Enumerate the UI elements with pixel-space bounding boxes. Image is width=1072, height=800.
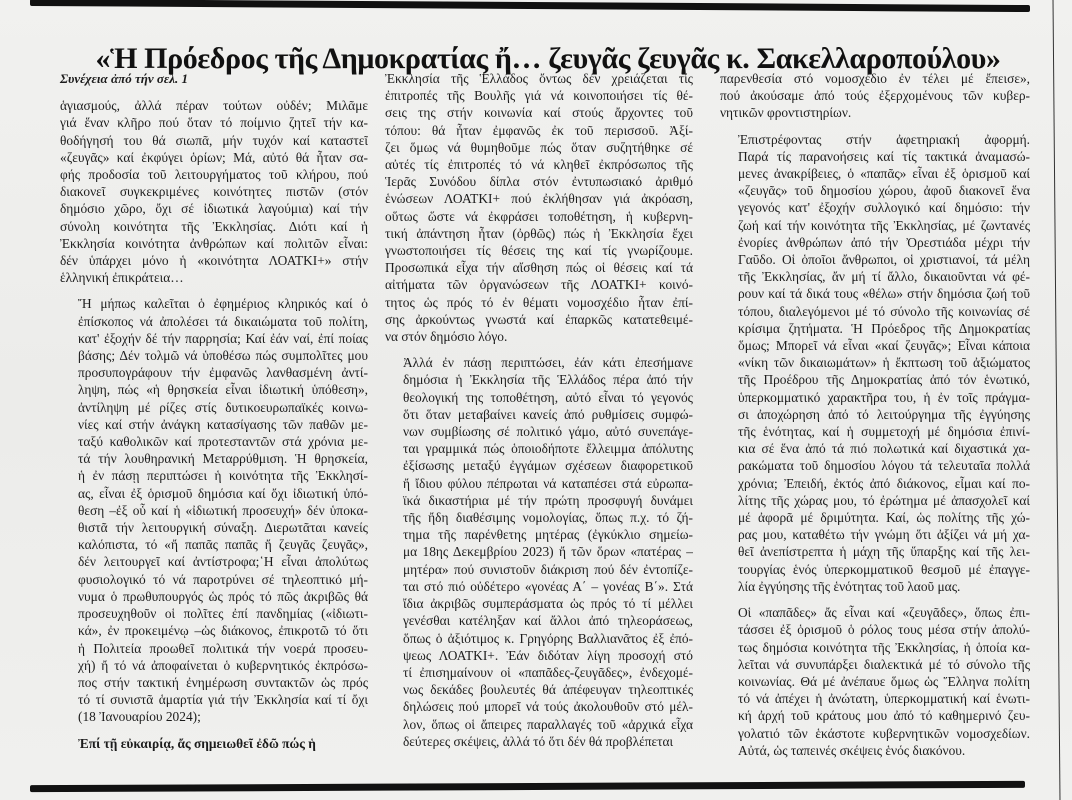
text-line: λον, ὅπως οἱ ἄπειρες παραλλαγές τοῦ «ἀρχικά εἶχα xyxy=(403,716,693,732)
paragraph xyxy=(385,70,693,345)
continued-from-note: Συνέχεια ἀπό τήν σελ. 1 xyxy=(60,71,189,86)
text-line: δεύτερες σκέψεις, ἀλλά τό ὅτι δέν θά προβλέπεται xyxy=(403,733,674,749)
text-line: δηλώσεις πού μπορεῖ νά τούς ἀκολουθοῦν στό μέλ- xyxy=(403,699,693,715)
text-line: γεγονός κατ' ἐξοχήν συλλογικό καί δημόσιο: τήν xyxy=(738,200,1030,216)
text-line: ἑνώσεων ΛΟΑΤΚΙ+ πού ἐκλήθησαν γιά ἀκρόαση, xyxy=(385,191,693,207)
text-line: βάσης; Δέν τολμῶ νά ὑποθέσω πώς συμπολῖτες μου xyxy=(78,348,368,364)
text-line: νητικῶν φροντιστηρίων. xyxy=(720,105,852,121)
text-line: κοινωνίας. Θά μέ ἀνέπαυε ὅμως ὡς Ἕλληνα πολίτη xyxy=(738,673,1030,689)
text-line: τῆς Προέδρου τῆς Δημοκρατίας ἀπό τόν ἑνωτικό, xyxy=(738,372,1030,388)
text-line: ρουν καί τά δικά τους «θέλω» στήν δημόσια ζωή τοῦ xyxy=(738,286,1030,302)
text-line: καλόπιστα, τό «ἤ παπᾶς παπᾶς ἤ ζευγᾶς ζευγᾶς», xyxy=(78,537,368,553)
text-line: Γαῦδο. Οἱ ὁποῖοι ἄνθρωποι, οἱ χριστιανοί, τά μέλη xyxy=(738,252,1030,268)
text-line: τόπου: θά ἦταν ἐμφανῶς ἐκ τοῦ περισσοῦ. Ἀξί- xyxy=(385,122,693,138)
text-line: προσυπογράφουν τήν ἐμφανῶς λανθασμένη ἀντί- xyxy=(78,365,368,381)
paragraph xyxy=(720,604,1030,759)
text-line: κά», ἐν προκειμένῳ –ὡς διάκονος, ἐπικροτῶ τό ὅτι xyxy=(78,623,368,639)
text-line: τά τήν λουθηρανική Μεταρρύθμιση. Ἡ θρησκεία, xyxy=(78,451,368,467)
text-line: ἐξίσωσης μεταξύ ἐγγάμων σχέσεων διαφορετικοῦ xyxy=(403,458,693,474)
column-body xyxy=(720,70,1030,759)
text-line: σης ἀρκούντως γνωστά καί ἐπαρκῶς κατατεθειμέ- xyxy=(385,311,693,327)
text-line: μενες ἀνακρίβειες, ὁ «παπᾶς» εἶναι ἐξ ὁρισμοῦ καί xyxy=(738,166,1030,182)
text-line: τημα τῆς παρένθετης μητέρας (ἐγκύκλιο σημείω- xyxy=(403,527,693,543)
text-line: ζει ὅμως νά θυμηθοῦμε πώς ὅταν συζητήθηκε σέ xyxy=(385,139,693,155)
text-line: ζωή καί τήν κοινότητα τῆς Ἐκκλησίας, μέ ζωντανές xyxy=(738,217,1030,233)
text-line: ἐνορίες ἀνθρώπων ἀπό τήν Ὀρεστιάδα μέχρι τήν xyxy=(738,234,1030,250)
page-edge-line xyxy=(1053,0,1061,800)
text-line: να στόν δημόσιο λόγο. xyxy=(385,329,508,345)
text-line: Προσωπικά εἶχα τήν αἴσθηση πώς οἱ θέσεις καί τά xyxy=(385,260,693,276)
text-line: νυμα ὁ πρωθυπουργός ὡς πρός τό πῶς ἀκριβῶς θά xyxy=(78,588,368,604)
text-line: αἰτήματα τῶν ὀργανώσεων τῆς ΛΟΑΤΚΙ+ κοινό- xyxy=(385,277,693,293)
text-line: Ἐπί τῇ εὐκαιρίᾳ, ἄς σημειωθεῖ ἐδῶ πώς ἡ xyxy=(78,735,316,751)
text-line: λία ἐγγύησης τῆς ἑνότητας τοῦ λαοῦ μας. xyxy=(738,578,961,594)
text-line: θοδήγησή του θά σιωπᾶ, μήν τυχόν καί καταστεῖ xyxy=(60,132,368,148)
text-line: ἑλληνική ἐπικράτεια… xyxy=(60,270,184,286)
text-line: ἐπιτροπές τῆς Βουλῆς γιά νά κοινοποιήσει τίς θέ- xyxy=(385,88,693,104)
text-line: θεολογική της τοποθέτηση, αὐτό εἶναι τό γεγονός xyxy=(403,389,693,405)
text-line: ὅμως; Μπορεῖ νά εἶναι «καί ζευγᾶς»; Εἶναι κάποια xyxy=(738,338,1030,354)
article-headline: «Ἡ Πρόεδρος τῆς Δημοκρατίας ἤ… ζευγᾶς ζευγᾶς κ. Σακελλαροπούλου» xyxy=(95,42,1001,76)
text-line: κή ἀρχή τοῦ κράτους μου ἀπό τό καθημερινό ζευ- xyxy=(738,708,1030,724)
paragraph xyxy=(60,295,368,725)
column-body xyxy=(385,70,693,750)
text-line: πος στήν τακτική ἐνημέρωση συντακτῶν ὡς πρός xyxy=(78,674,368,690)
article-column-3 xyxy=(720,70,1030,768)
text-line: δέν λειτουργεῖ καί ἀντίστροφα;῾Η εἶναι ἀπολύτως xyxy=(78,554,368,570)
text-line: ὑπερκομματικό χαρακτῆρα του, ἡ ἐν τοῖς πράγμα- xyxy=(738,389,1030,405)
text-line: τό τί συνιστᾶ ἁμαρτία γιά τήν Ἐκκλησία καί τί ὄχι xyxy=(78,692,368,708)
text-line: ἡ Πολιτεία προωθεῖ πολιτικά τήν νοερά προσευ- xyxy=(78,640,368,656)
text-line: γιά ἕναν κλῆρο πού ὅταν τό ποίμνιο ζητεῖ τήν κα- xyxy=(60,115,368,131)
text-line: Παρά τίς παρανοήσεις καί τίς τακτικά ἀναμασώ- xyxy=(738,148,1030,164)
text-line: τική ἀπάντηση ἦταν (ὀρθῶς) πώς ἡ Ἐκκλησία ἔχει xyxy=(385,225,693,241)
text-line: ρας μου, καταθέτω τήν γνώμη ὅτι ἀξίζει νά μή χα- xyxy=(738,527,1030,543)
text-line: νων συμβίωσης σέ πολιτικό γάμο, αὐτό συνεπάγε- xyxy=(403,424,693,440)
paragraph xyxy=(60,97,368,286)
text-line: ὅπως ὁ ἀξιότιμος κ. Γρηγόρης Βαλλιανᾶτος ἐξ ἐπό- xyxy=(403,630,693,646)
text-line: φυσιολογικό τό νά παροτρύνει σέ τηλεοπτικό μή- xyxy=(78,571,368,587)
text-line: «ζευγᾶς» καί ἐκφύγει ὁρίων; Μά, αὐτό θά ἦταν σα- xyxy=(60,149,368,165)
text-line: δημόσιο χῶρο, ὄχι σέ ἰδιωτικά λαγούμια) καί τήν xyxy=(60,201,368,217)
text-line: αὐτές τίς ἐπιτροπές τό νά κληθεῖ ἐκπρόσωπος τῆς xyxy=(385,157,693,173)
article-column-1 xyxy=(60,70,368,761)
text-line: τως δημόσια κοινότητα τῆς Ἐκκλησίας, ἡ ὁποία κα- xyxy=(738,639,1030,655)
text-line: νως δεκάδες βουλευτές θά ἀπέφευγαν τηλεοπτικές xyxy=(403,682,693,698)
text-line: Αὐτά, ὡς ταπεινές σκέψεις ἑνός διακόνου. xyxy=(738,742,966,758)
text-line: κρίσιμα ζητήματα. Ἡ Πρόεδρος τῆς Δημοκρατίας xyxy=(738,320,1030,336)
paragraph xyxy=(720,131,1030,595)
text-line: «νίκη τῶν δικαιωμάτων» ἡ ἔκπτωση τοῦ ἀξιώματος xyxy=(738,355,1030,371)
text-line: ἀντίληψη μέ ρίζες στίς δυτικοευρωπαϊκές κοινω- xyxy=(78,399,368,415)
text-line: Ἀλλά ἐν πάσῃ περιπτώσει, ἐάν κάτι ἐπεσήμανε xyxy=(403,355,693,371)
column-body xyxy=(60,97,368,752)
text-line: Ἐκκλησία κοινότητα ἀνθρώπων καί πολιτῶν εἶναι: xyxy=(60,235,368,251)
text-line: μέ ἀφορᾶ μέ δριμύτητα. Καί, ὡς πολίτης τῆς χώ- xyxy=(738,510,1030,526)
text-line: οὕτως ὥστε νά ἐκφράσει τοποθέτηση, ἡ κυβερνη- xyxy=(385,208,693,224)
text-line: τί ἐπισημαίνουν οἱ «παπᾶδες-ζευγᾶδες», ἐνδεχομέ- xyxy=(403,664,693,680)
text-line: τόπου, διαλεγόμενοι μέ τό σύνολο τῆς κοινωνίας σέ xyxy=(738,303,1030,319)
text-line: λεῖται νά συνυπάρξει διαλεκτικά μέ τό σύνολο τῆς xyxy=(738,656,1030,672)
text-line: θεση –ἐξ οὗ καί ἡ «ἰδιωτική προσευχή» δέν ὑποκα- xyxy=(78,502,368,518)
text-line: ἴδια ἀκριβῶς συμπεράσματα ὡς πρός τό τί μέλλει xyxy=(403,596,693,612)
text-line: ἁγιασμούς, ἀλλά πέραν τούτων οὐδέν; Μιλᾶμε xyxy=(60,98,368,114)
text-line: ἡ ἐν πάσῃ περιπτώσει ἡ κοινότητα τῆς Ἐκκλησί- xyxy=(78,468,368,484)
text-line: «ζευγᾶς» τοῦ δημοσίου χώρου, ἀφοῦ διακονεῖ ἕνα xyxy=(738,183,1030,199)
text-line: ταξύ καθολικῶν καί προτεσταντῶν στά χρόνια με- xyxy=(78,434,368,450)
text-line: κια σέ ἕνα ἀπό τά πιό πολωτικά καί διχαστικά χα- xyxy=(738,441,1030,457)
text-line: ἤ ἴδιου φύλου πέπρωται νά καταπέσει στά εὐρωπα- xyxy=(403,475,693,491)
text-line: σι ἀποχώρηση ἀπό τό λειτούργημα τῆς ἐγγύησης xyxy=(738,406,1030,422)
text-line: ὅτι ὅταν μεταβαίνει κανείς ἀπό ρυθμίσεις συμφώ- xyxy=(403,406,693,422)
text-line: λίτης τῆς χώρας μου, τό ἐρώτημα μέ ἀπασχολεῖ καί xyxy=(738,492,1030,508)
text-line: τητος ὡς πρός τό ἐν θέματι νομοσχέδιο ἦταν ἐπί- xyxy=(385,294,693,310)
text-line: Ἐκκλησία τῆς Ἑλλάδος ὄντως δέν χρειάζεται τίς xyxy=(385,71,693,86)
text-line: χή) ἤ τό νά ἀποφαίνεται ὁ κυβερνητικός ἐκπρόσω- xyxy=(78,657,368,673)
text-line: ται στό πιό οὐδέτερο «γονέας Α΄ – γονέας Β΄». Στά xyxy=(403,578,693,594)
text-line: τῆς ἤδη διαθέσιμης νομολογίας, ὅπως π.χ. τό ζή- xyxy=(403,510,693,526)
text-line: διακονεῖ συγκεκριμένες κοινότητες πιστῶν (στόν xyxy=(60,184,368,200)
text-line: σεις της στήν κοινωνία καί στούς ἄρχοντες τοῦ xyxy=(385,105,693,121)
text-line: (18 Ἰανουαρίου 2024); xyxy=(78,709,201,725)
text-line: ψεως ΛΟΑΤΚΙ+. Ἐάν διδόταν λίγη προσοχή στό xyxy=(403,647,693,663)
text-line: θιστᾶ τήν λειτουργική σύναξη. Διερωτᾶται κανείς xyxy=(78,520,368,536)
text-line: φής προδοσία τοῦ λειτουργήματος τοῦ κλήρου, πού xyxy=(60,167,368,183)
text-line: Οἱ «παπᾶδες» ἄς εἶναι καί «ζευγᾶδες», ὅπως ἐπι- xyxy=(738,605,1030,621)
text-line: ληψη, πώς «ἡ θρησκεία εἶναι ἰδιωτική ὑπόθεση», xyxy=(78,382,368,398)
text-line: μα 18ης Δεκεμβρίου 2023) ἤ τῶν ὅρων «πατέρας – xyxy=(403,544,693,560)
text-line: τῆς ἑνότητας, καί ἡ συμμετοχή μέ δημόσια ἐπινί- xyxy=(738,424,1030,440)
text-line: Ἱερᾶς Συνόδου δίπλα στόν ἐντυπωσιακό ἀριθμό xyxy=(385,174,693,190)
text-line: τό νά ἀπέχει ἡ ἀνώτατη, ὑπερκομματική καί ἑνωτι- xyxy=(738,691,1030,707)
bottom-rule-divider xyxy=(30,781,1025,792)
text-line: τάσσει ἐξ ὁρισμοῦ ὁ ρόλος τους μέσα στήν ἀπολύ- xyxy=(738,622,1030,638)
paragraph xyxy=(720,70,1030,122)
text-line: προσευχηθοῦν οἱ πολῖτες ἐπί πανδημίας («ἰδιωτι- xyxy=(78,606,368,622)
article-column-2 xyxy=(385,70,693,759)
text-line: μητέρα» πού συνιστοῦν διάκριση πού δέν ἐντοπίζε- xyxy=(403,561,693,577)
text-line: νίες καί στήν ἀνάγκη κατασίγασης τῶν παθῶν με- xyxy=(78,416,368,432)
text-line: ται γραμμικά πώς ὁποιοδήποτε ἔλλειμμα ἀπόλυτης xyxy=(403,441,693,457)
text-line: παρενθεσία στό νομοσχέδιο ἐν τέλει μέ ἔπεισε», xyxy=(720,71,1030,86)
text-line: δέν ὑπάρχει μόνο ἡ «κοινότητα ΛΟΑΤΚΙ+» στήν xyxy=(60,253,368,269)
text-line: πού ἀκούσαμε ἀπό τούς ἐξερχομένους τῶν κυβερ- xyxy=(720,88,1030,104)
text-line: ἐπίσκοπος νά ἀπολέσει τά δικαιώματα τοῦ πολίτη, xyxy=(78,313,368,329)
text-line: γολατιό τῶν ἑκάστοτε κυβερνητικῶν νομοσχεδίων. xyxy=(738,725,1030,741)
text-line: ρακώματα τοῦ δημοσίου λόγου τά τελευταῖα πολλά xyxy=(738,458,1030,474)
text-line: κατ' ἐξοχήν δέ τήν παρρησία; Καί ἐάν ναί, ἐπί ποίας xyxy=(78,330,368,346)
text-line: δημόσια ἡ Ἐκκλησία τῆς Ἑλλάδος πέρα ἀπό τήν xyxy=(403,372,693,388)
text-line: Ἤ μήπως καλεῖται ὁ ἐφημέριος κληρικός καί ὁ xyxy=(78,296,368,312)
text-line: γενέσθαι κατέληξαν καί ἄλλοι ἀπό τηλεοράσεως, xyxy=(403,613,693,629)
text-line: χρόνια; Ἐπειδή, ἐκτός ἀπό διάκονος, εἶμαι καί πο- xyxy=(738,475,1030,491)
paragraph xyxy=(385,354,693,750)
text-line: θεῖ ἀνεπίστρεπτα ἡ μάχη τῆς ὕπαρξης καί τῆς λει- xyxy=(738,544,1030,560)
text-line: τουργίας ἑνός ὑπερκομματικοῦ θεσμοῦ μέ ἐπαγγε- xyxy=(738,561,1030,577)
paragraph xyxy=(60,735,368,752)
text-line: Ἐπιστρέφοντας στήν ἀφετηριακή ἀφορμή. xyxy=(738,131,1030,147)
text-line: ϊκά δικαστήρια μέ τήν πρώτη προσφυγή δυνάμει xyxy=(403,492,693,508)
text-line: σύνολη κοινότητα τῆς Ἐκκλησίας. Διότι καί ἡ xyxy=(60,218,368,234)
text-line: τῆς Ἐκκλησίας, ἄν μή τί ἄλλο, δικαιοῦνται νά φέ- xyxy=(738,269,1030,285)
top-rule-divider xyxy=(30,0,1030,12)
text-line: γνωστοποιήσει τίς θέσεις της καί τίς γνωρίζουμε. xyxy=(385,243,693,259)
text-line: ας, εἶναι ἐξ ὁρισμοῦ δημόσια καί ὄχι ἰδιωτική ὑπό- xyxy=(78,485,368,501)
